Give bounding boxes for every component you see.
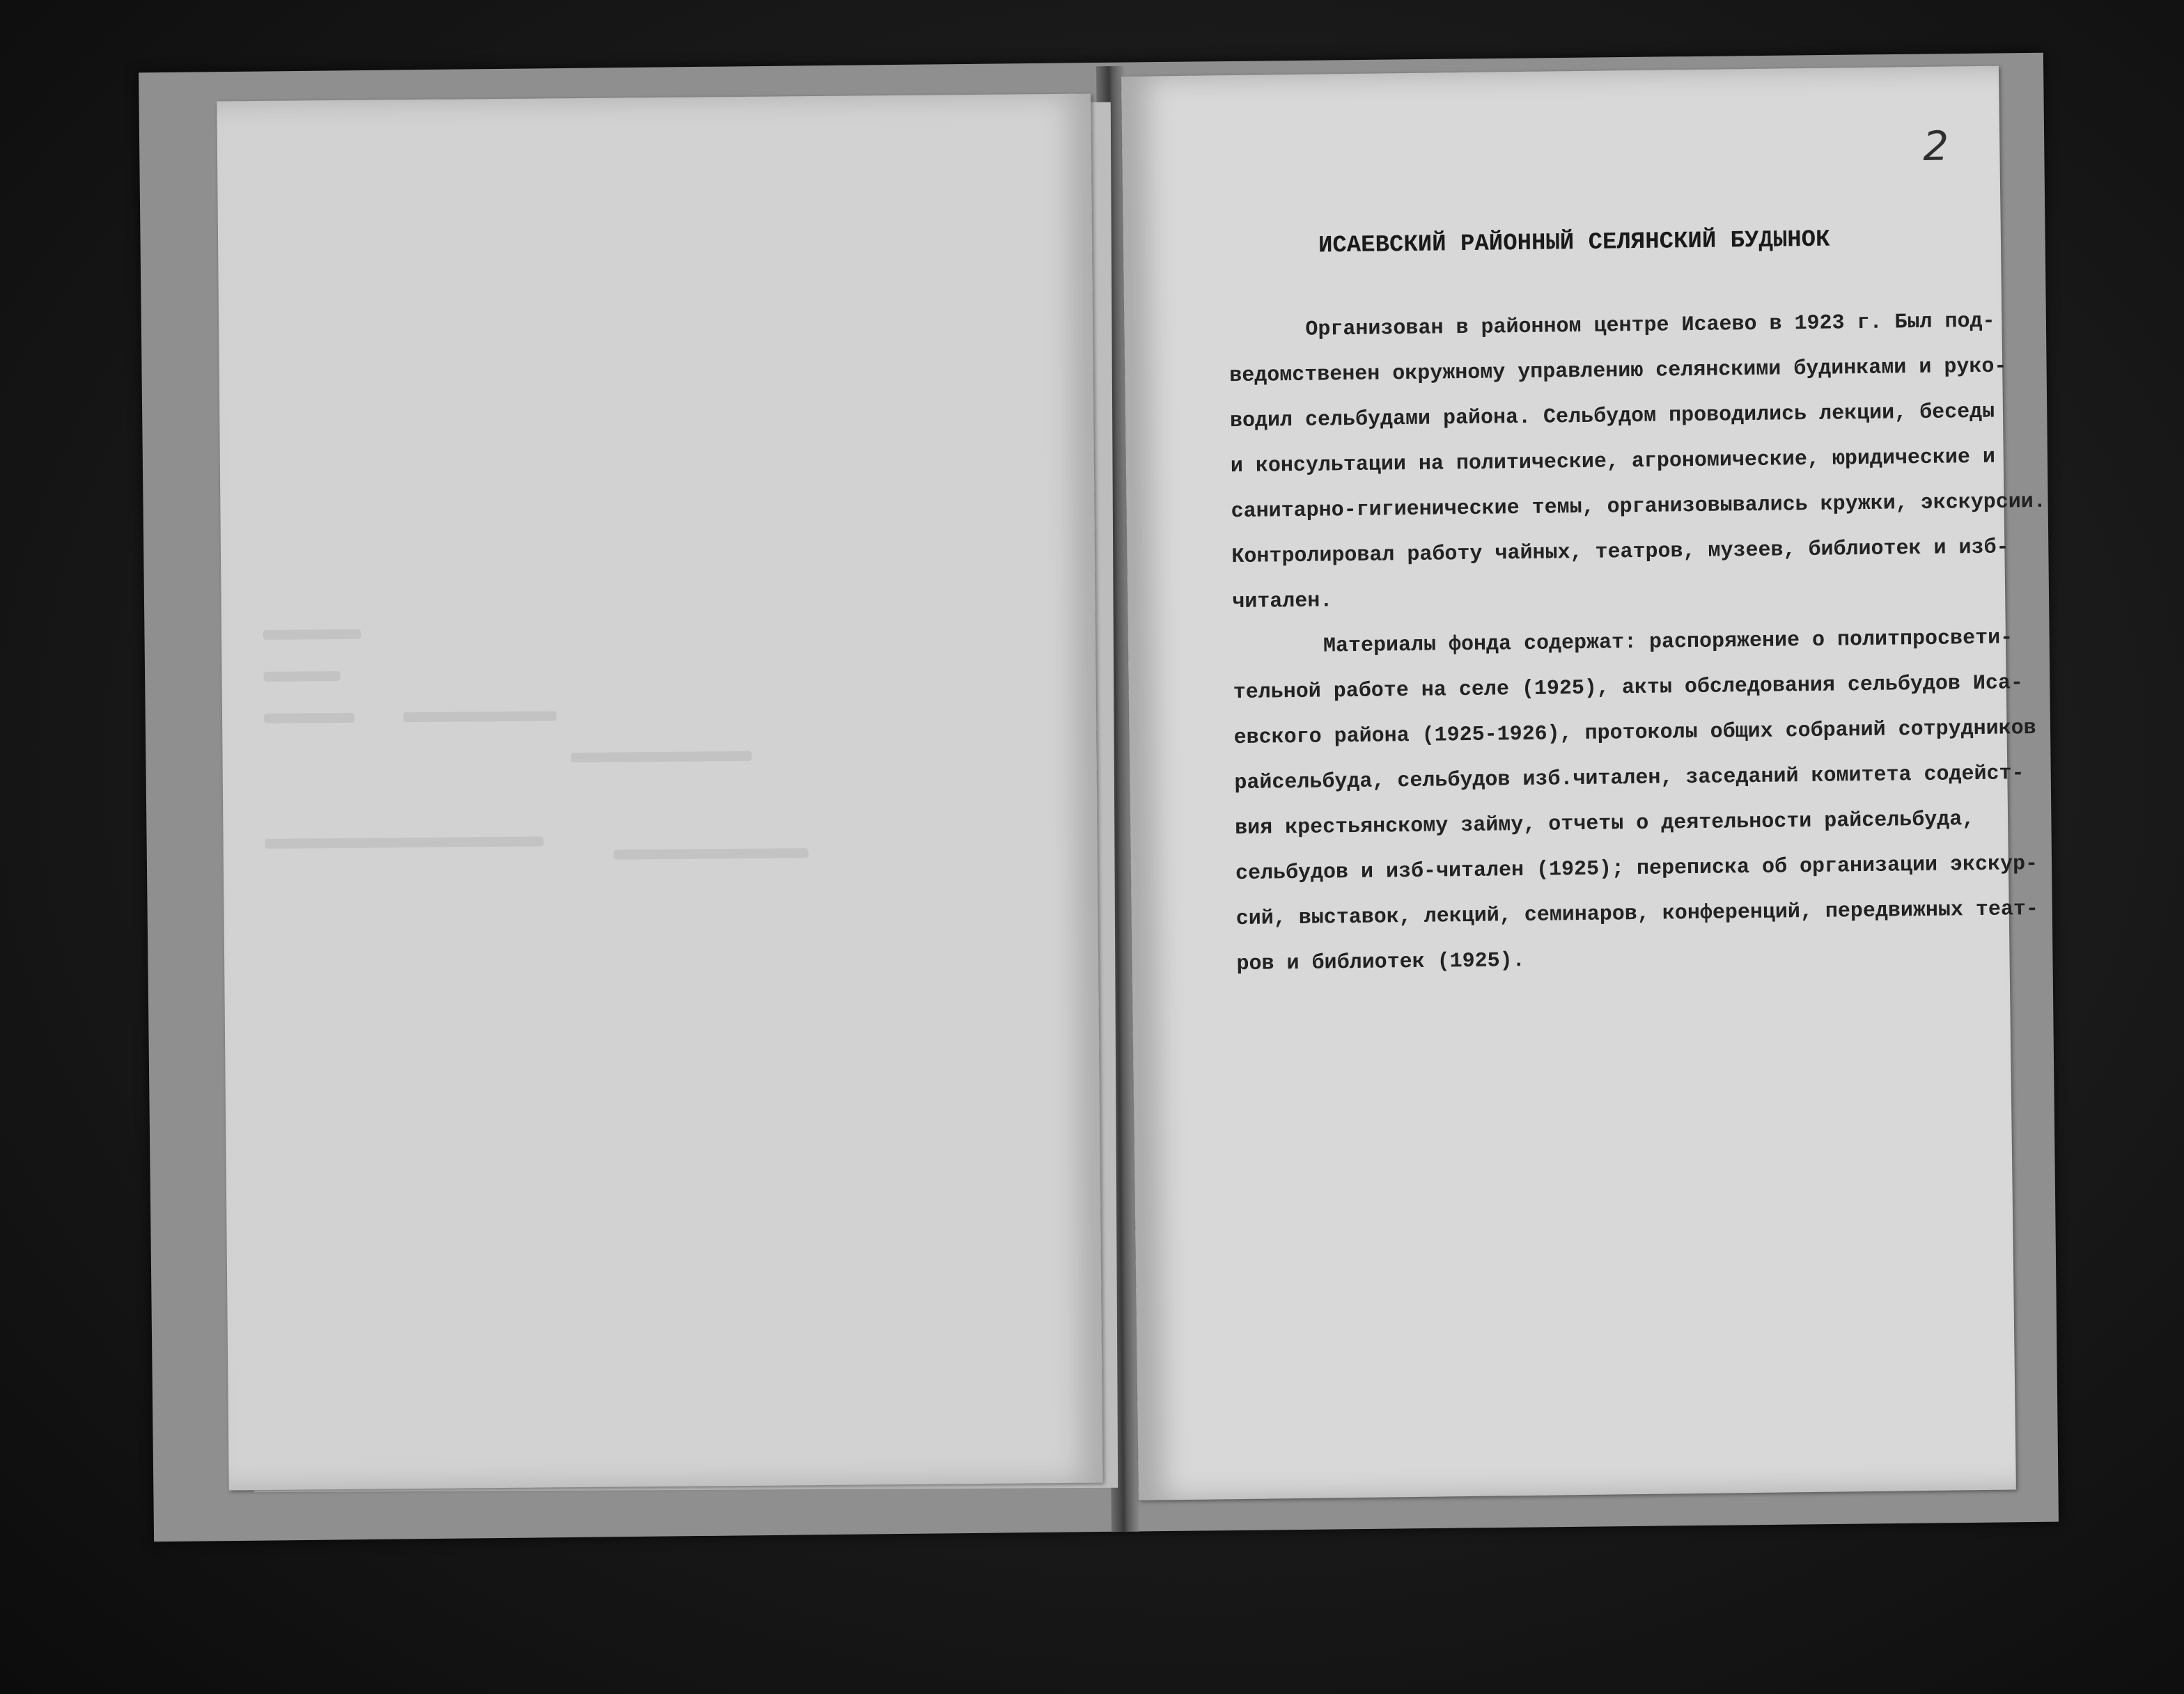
text-line: Организован в районном центре Исаево в 1923 г. Был под- bbox=[1305, 309, 1995, 342]
text-line: ров и библиотек (1925). bbox=[1236, 949, 1525, 977]
text-line: тельной работе на селе (1925), акты обследования сельбудов Иса- bbox=[1233, 671, 2024, 705]
text-line: сельбудов и изб-читален (1925); переписка об организации экскур- bbox=[1235, 852, 2038, 886]
right-typed-page bbox=[1121, 66, 2046, 1500]
bleed-through-mark bbox=[614, 848, 809, 859]
bleed-through-mark bbox=[571, 751, 752, 762]
bleed-through-mark bbox=[263, 629, 361, 640]
text-line: Контролировал работу чайных, театров, музеев, библиотек и изб- bbox=[1231, 535, 2009, 570]
bleed-through-mark bbox=[403, 711, 556, 722]
bleed-through-mark bbox=[264, 713, 354, 723]
text-line: читален. bbox=[1232, 589, 1333, 615]
text-line: ведомственен окружному управлению селянскими будинками и руко- bbox=[1229, 354, 2007, 389]
text-line: водил сельбудами района. Сельбудом проводились лекции, беседы bbox=[1229, 400, 1995, 434]
left-blank-page bbox=[217, 94, 1102, 1491]
text-line: и консультации на политические, агрономические, юридические и bbox=[1230, 445, 1996, 479]
text-line: санитарно-гигиенические темы, организовывались кружки, экскурсии. bbox=[1231, 489, 2046, 524]
bleed-through-mark bbox=[265, 836, 544, 848]
text-line: вия крестьянскому займу, отчеты о деятельности райсельбуда, bbox=[1234, 808, 1975, 841]
text-line: Материалы фонда содержат: распоряжение о политпросвети- bbox=[1323, 626, 2013, 659]
page-number: 2 bbox=[1922, 122, 1949, 170]
text-line: райсельбуда, сельбудов изб.читален, заседаний комитета содейст- bbox=[1234, 762, 2025, 796]
document-title: ИСАЕВСКИЙ РАЙОННЫЙ СЕЛЯНСКИЙ БУДЫНОК bbox=[1318, 226, 1830, 260]
bleed-through-mark bbox=[263, 671, 340, 682]
text-line: евского района (1925-1926), протоколы общих собраний сотрудников bbox=[1233, 716, 2036, 751]
text-line: сий, выставок, лекций, семинаров, конференций, передвижных теат- bbox=[1235, 897, 2039, 932]
